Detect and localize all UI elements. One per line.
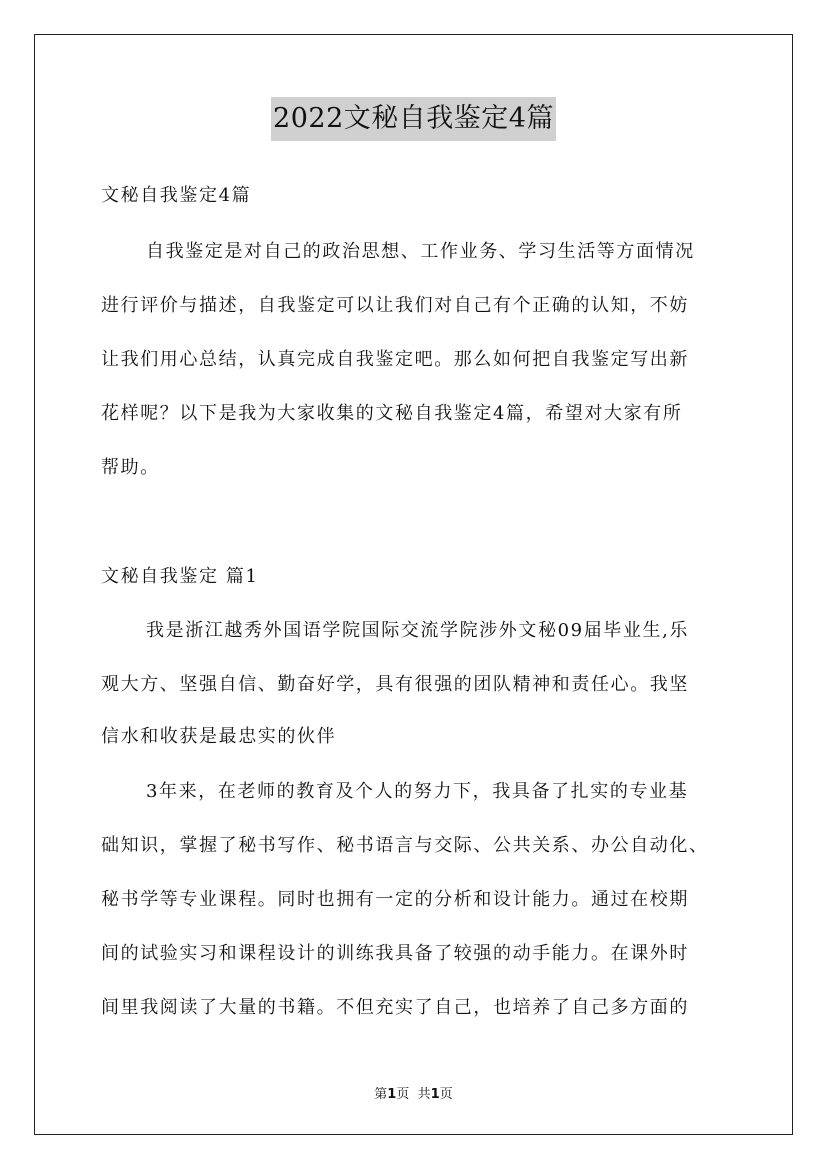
paragraph-line: 间的试验实习和课程设计的训练我具备了较强的动手能力。在课外时 bbox=[101, 943, 689, 964]
page-footer bbox=[0, 1083, 827, 1102]
title-container bbox=[0, 97, 827, 141]
paragraph-line: 花样呢？以下是我为大家收集的文秘自我鉴定4篇，希望对大家有所 bbox=[101, 403, 683, 424]
paragraph-line: 础知识，掌握了秘书写作、秘书语言与交际、公共关系、办公自动化、 bbox=[101, 835, 709, 856]
paragraph-line: 帮助。 bbox=[101, 457, 160, 478]
page-prefix: 第 bbox=[374, 1087, 388, 1102]
paragraph-line: 间里我阅读了大量的书籍。不但充实了自己，也培养了自己多方面的 bbox=[101, 997, 689, 1018]
section-heading: 文秘自我鉴定 篇1 bbox=[101, 566, 259, 587]
section-heading: 文秘自我鉴定4篇 bbox=[101, 185, 252, 206]
paragraph-line: 3年来，在老师的教育及个人的努力下，我具备了扎实的专业基 bbox=[146, 781, 689, 802]
paragraph-line: 自我鉴定是对自己的政治思想、工作业务、学习生活等方面情况 bbox=[146, 241, 695, 262]
total-prefix: 共 bbox=[417, 1087, 431, 1102]
paragraph-line: 信水和收获是最忠实的伙伴 bbox=[101, 726, 337, 747]
document-title: 2022文秘自我鉴定4篇 bbox=[271, 97, 556, 141]
page-suffix: 页 bbox=[396, 1087, 410, 1102]
total-suffix: 页 bbox=[439, 1087, 453, 1102]
paragraph-line: 让我们用心总结，认真完成自我鉴定吧。那么如何把自我鉴定写出新 bbox=[101, 349, 689, 370]
paragraph-line: 进行评价与描述，自我鉴定可以让我们对自己有个正确的认知，不妨 bbox=[101, 295, 689, 316]
total-pages: 1 bbox=[430, 1087, 440, 1102]
paragraph-line: 观大方、坚强自信、勤奋好学，具有很强的团队精神和责任心。我坚 bbox=[101, 674, 689, 695]
paragraph-line: 我是浙江越秀外国语学院国际交流学院涉外文秘09届毕业生,乐 bbox=[146, 620, 690, 641]
page-number: 1 bbox=[387, 1087, 397, 1102]
paragraph-line: 秘书学等专业课程。同时也拥有一定的分析和设计能力。通过在校期 bbox=[101, 889, 689, 910]
